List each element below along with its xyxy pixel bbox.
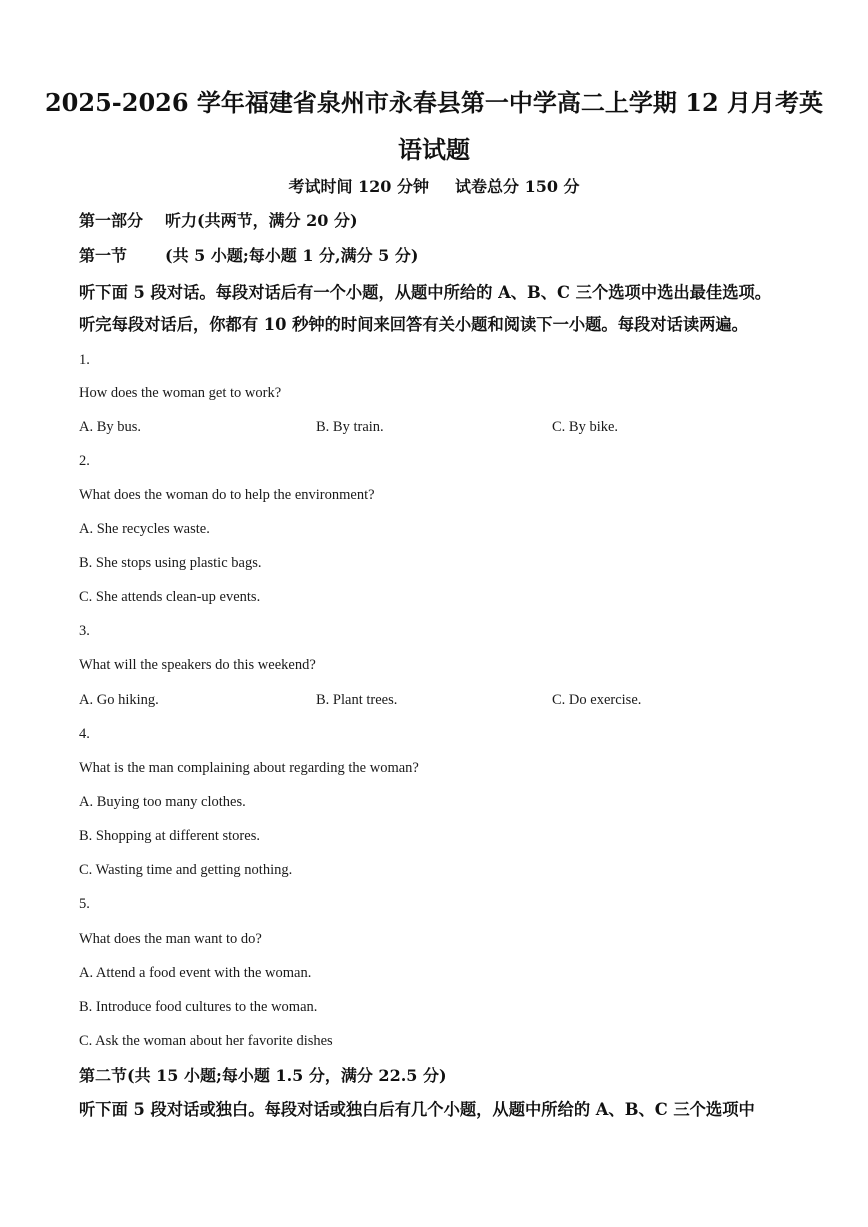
option-a: A. By bus. [79, 419, 142, 435]
exam-total-score: 试卷总分 150 分 [455, 177, 580, 196]
question-stem: How does the woman get to work? [79, 385, 282, 401]
option-c: C. By bike. [552, 419, 619, 435]
question-number: 3. [79, 623, 90, 639]
option-a: A. Buying too many clothes. [79, 794, 246, 810]
option-c: C. She attends clean-up events. [79, 589, 261, 605]
question-stem: What does the man want to do? [79, 931, 262, 947]
exam-title-line-1: 2025-2026 学年福建省泉州市永春县第一中学高二上学期 12 月月考英 [44, 88, 824, 117]
section2-heading: 第二节(共 15 小题;每小题 1.5 分，满分 22.5 分) [79, 1066, 447, 1085]
question-number: 5. [79, 896, 90, 912]
option-a: A. She recycles waste. [79, 521, 210, 537]
question-number: 4. [79, 726, 90, 742]
part1-label: 第一部分 [79, 211, 144, 230]
section1-text: (共 5 小题;每小题 1 分,满分 5 分) [165, 246, 419, 265]
section1-heading [79, 245, 418, 267]
exam-title-line-2: 语试题 [398, 135, 470, 164]
option-a: A. Attend a food event with the woman. [79, 965, 312, 981]
option-a: A. Go hiking. [79, 692, 159, 708]
options-row [79, 690, 799, 710]
option-b: B. Plant trees. [316, 692, 398, 708]
question-stem: What is the man complaining about regarding the woman? [79, 760, 419, 776]
option-b: B. Introduce food cultures to the woman. [79, 999, 318, 1015]
part1-heading [79, 210, 358, 232]
option-c: C. Ask the woman about her favorite dishes [79, 1033, 333, 1049]
option-c: C. Do exercise. [552, 692, 642, 708]
option-b: B. Shopping at different stores. [79, 828, 260, 844]
question-number: 1. [79, 352, 90, 368]
option-b: B. By train. [316, 419, 384, 435]
option-b: B. She stops using plastic bags. [79, 555, 262, 571]
section1-instruction-line-1: 听下面 5 段对话。每段对话后有一个小题，从题中所给的 A、B、C 三个选项中选出最佳选项。 [79, 283, 772, 302]
question-number: 2. [79, 453, 90, 469]
exam-info [0, 176, 868, 198]
part1-text: 听力(共两节，满分 20 分) [165, 211, 358, 230]
options-row [79, 417, 799, 437]
question-stem: What will the speakers do this weekend? [79, 657, 316, 673]
exam-time: 考试时间 120 分钟 [288, 177, 429, 196]
section2-instruction: 听下面 5 段对话或独白。每段对话或独白后有几个小题，从题中所给的 A、B、C 三个选项中 [79, 1100, 755, 1119]
section1-instruction-line-2: 听完每段对话后，你都有 10 秒钟的时间来回答有关小题和阅读下一小题。每段对话读两遍。 [79, 315, 748, 334]
question-stem: What does the woman do to help the environment? [79, 487, 375, 503]
option-c: C. Wasting time and getting nothing. [79, 862, 293, 878]
section1-label: 第一节 [79, 246, 128, 265]
